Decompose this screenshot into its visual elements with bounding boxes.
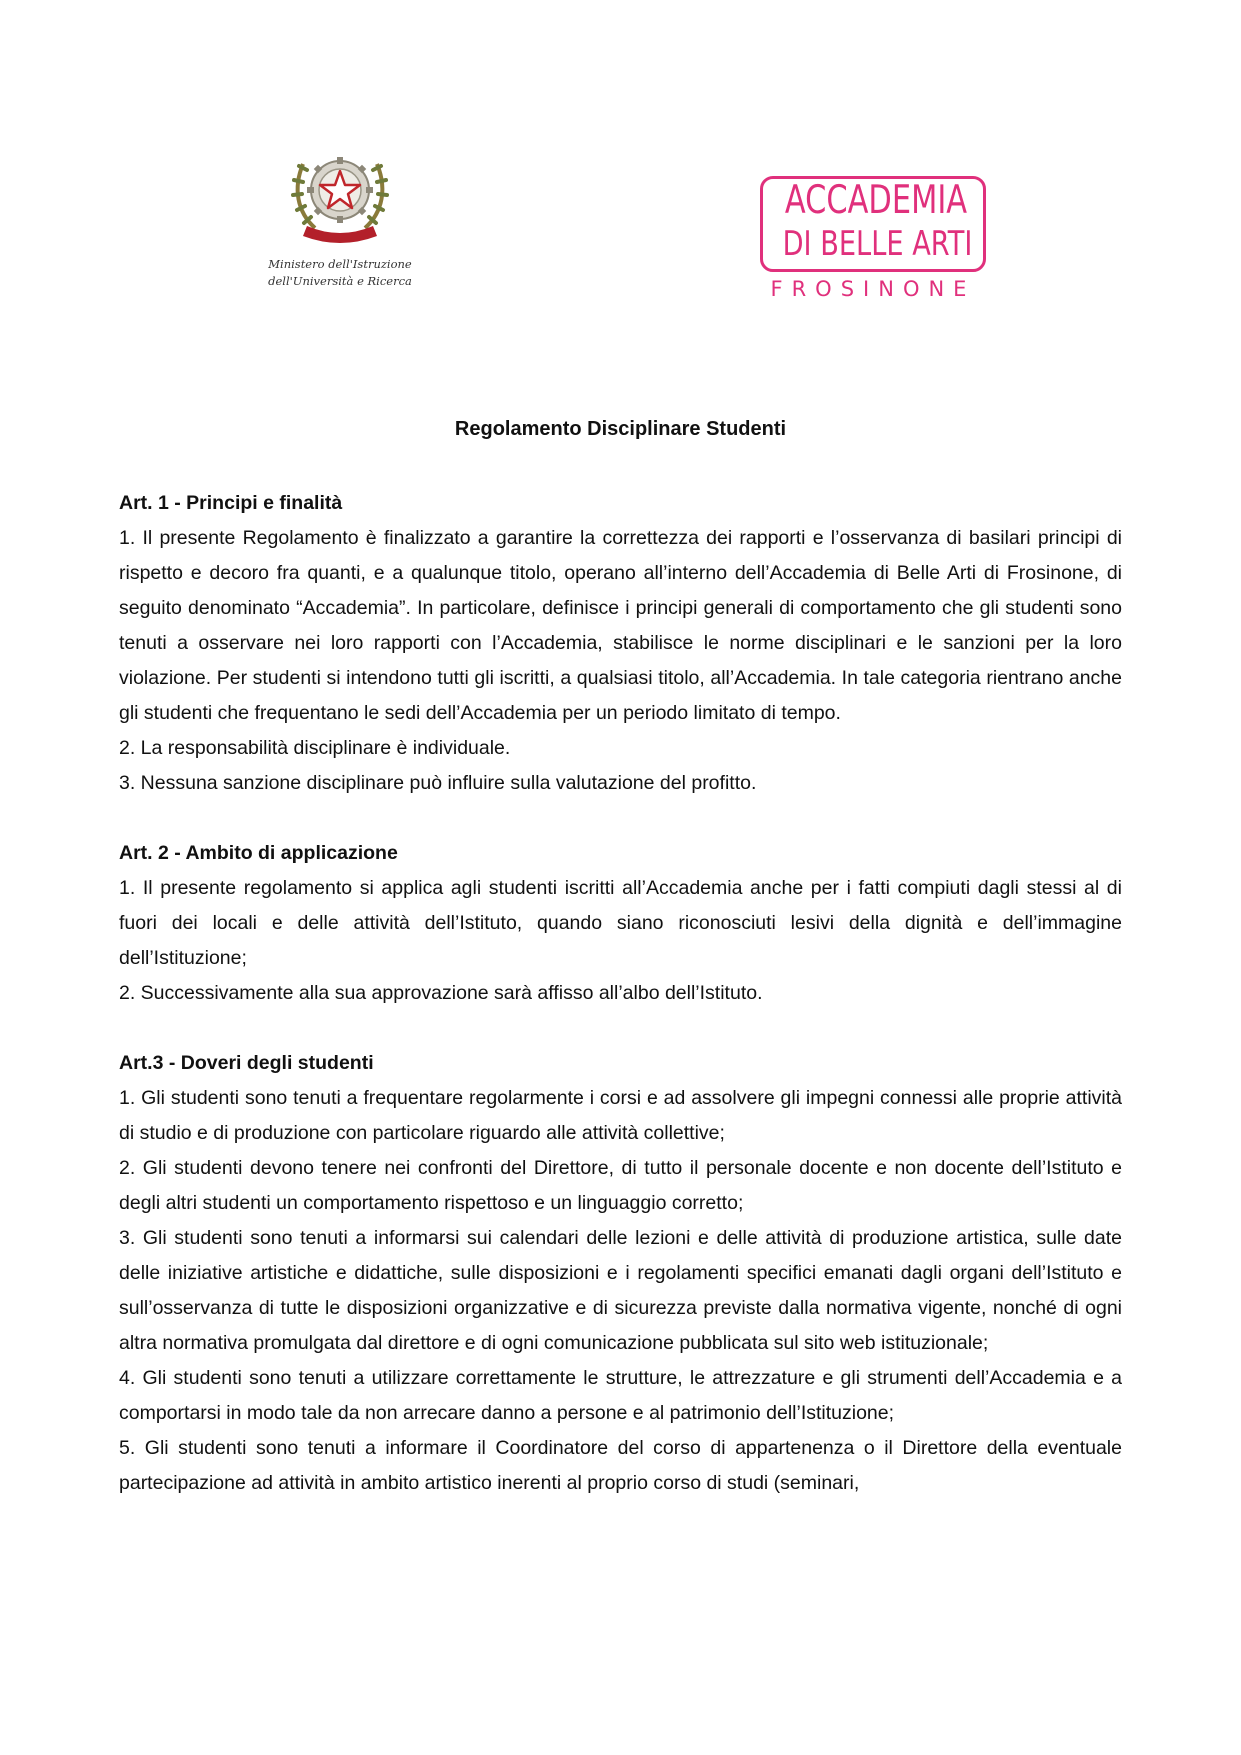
article-heading: Art. 2 - Ambito di applicazione — [119, 842, 398, 864]
article-paragraph: 3. Nessuna sanzione disciplinare può influire sulla valutazione del profitto. — [119, 772, 757, 794]
accademia-logo-line-1: ACCADEMIA — [784, 178, 968, 223]
article-paragraph: 5. Gli studenti sono tenuti a informare il Coordinatore del corso di appartenenza o il Direttore della eventuale partecipazione ad attività in ambito artistico inerenti al proprio corso di studi (seminari, — [119, 1437, 1122, 1494]
repubblica-emblem-icon — [285, 140, 395, 250]
accademia-logo-line-2: DI BELLE ARTI — [782, 224, 973, 264]
article-paragraph: 2. Gli studenti devono tenere nei confronti del Direttore, di tutto il personale docente e non docente dell’Istituto e degli altri studenti un comportamento rispettoso e un linguaggio corretto; — [119, 1157, 1122, 1214]
ministero-line-2: dell'Università e Ricerca — [268, 274, 412, 288]
ministero-line-1: Ministero dell'Istruzione — [268, 257, 412, 271]
article-3 — [119, 1046, 1122, 1501]
article-heading: Art.3 - Doveri degli studenti — [119, 1052, 374, 1074]
document-title: Regolamento Disciplinare Studenti — [454, 418, 787, 440]
article-paragraph: 3. Gli studenti sono tenuti a informarsi sui calendari delle lezioni e delle attività di produzione artistica, sulle date delle iniziative artistiche e didattiche, sulle disposizioni e i regolamenti specifici emanati dagli organi dell’Istituto e sull’osservanza di tutte le disposizioni organizzative e di sicurezza previste dalla normativa vigente, nonché di ogni altra normativa promulgata dal direttore e di ogni comunicazione pubblicata sul sito web istituzionale; — [119, 1227, 1122, 1354]
section-spacer — [119, 1011, 1122, 1046]
article-1 — [119, 486, 1122, 801]
article-paragraph: 1. Il presente regolamento si applica agli studenti iscritti all’Accademia anche per i fatti compiuti dagli stessi al di fuori dei locali e delle attività dell’Istituto, quando siano riconosciuti lesivi della dignità e dell’immagine dell’Istituzione; — [119, 877, 1122, 969]
article-paragraph: 1. Gli studenti sono tenuti a frequentare regolarmente i corsi e ad assolvere gli impegni connessi alle proprie attività di studio e di produzione con particolare riguardo alle attività collettive; — [119, 1087, 1122, 1144]
article-2 — [119, 836, 1122, 1011]
article-paragraph: 1. Il presente Regolamento è finalizzato a garantire la correttezza dei rapporti e l’osservanza di basilari principi di rispetto e decoro fra quanti, e a qualunque titolo, operano all’interno dell’Accademia di Belle Arti di Frosinone, di seguito denominato “Accademia”. In particolare, definisce i principi generali di comportamento che gli studenti sono tenuti a osservare nei loro rapporti con l’Accademia, stabilisce le norme disciplinari e le sanzioni per la loro violazione. Per studenti si intendono tutti gli iscritti, a qualsiasi titolo, all’Accademia. In tale categoria rientrano anche gli studenti che frequentano le sedi dell’Accademia per un periodo limitato di tempo. — [119, 527, 1122, 724]
accademia-logo — [760, 176, 990, 306]
ministero-logo — [240, 140, 440, 310]
accademia-logo-line-3: FROSINONE — [770, 277, 976, 301]
document-body — [119, 486, 1122, 1501]
article-heading: Art. 1 - Principi e finalità — [119, 492, 343, 514]
article-paragraph: 2. La responsabilità disciplinare è individuale. — [119, 737, 511, 759]
section-spacer — [119, 801, 1122, 836]
article-paragraph: 4. Gli studenti sono tenuti a utilizzare correttamente le strutture, le attrezzature e gli strumenti dell’Accademia e a comportarsi in modo tale da non arrecare danno a persone e al patrimonio dell’Istituzione; — [119, 1367, 1122, 1424]
article-paragraph: 2. Successivamente alla sua approvazione sarà affisso all’albo dell’Istituto. — [119, 982, 763, 1004]
